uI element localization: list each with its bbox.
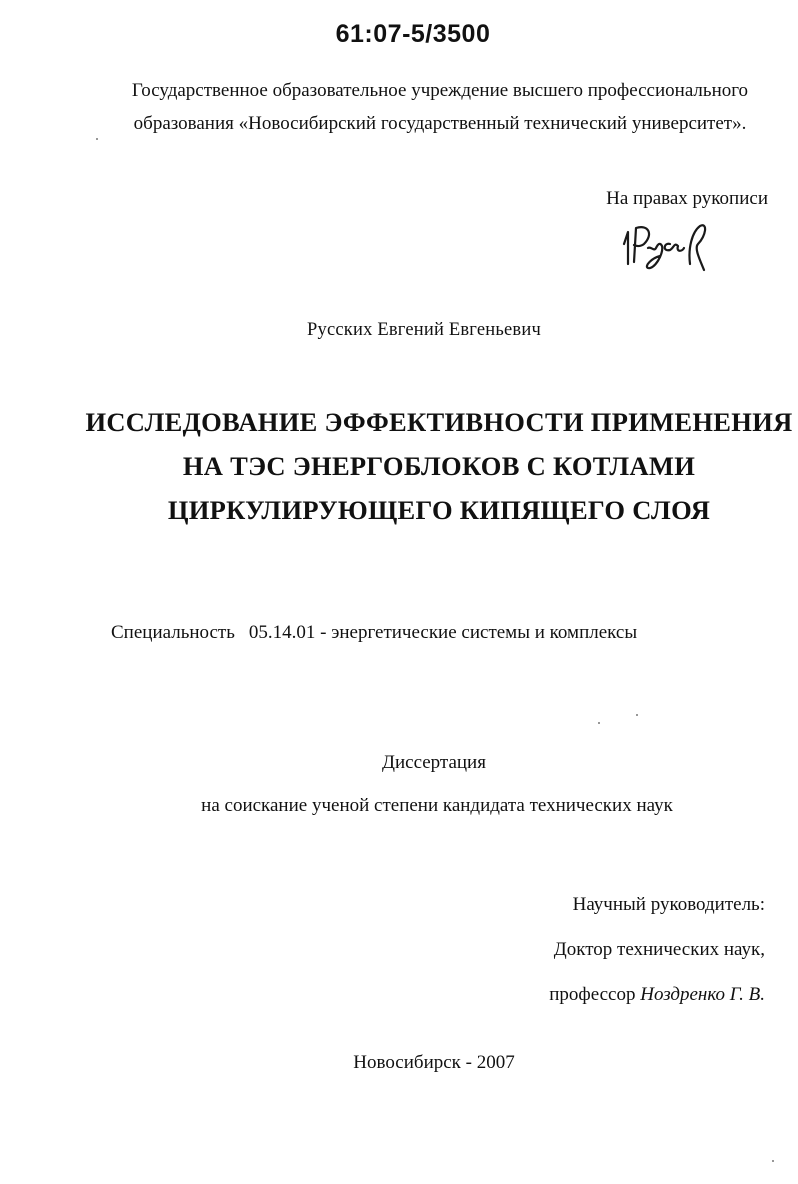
advisor-name: Ноздренко Г. В. — [640, 984, 765, 1005]
manuscript-rights-label: На правах рукописи — [606, 188, 768, 209]
title-line-3: ЦИРКУЛИРУЮЩЕГО КИПЯЩЕГО СЛОЯ — [167, 495, 711, 525]
scan-speck — [636, 714, 638, 716]
scan-speck — [96, 138, 98, 140]
title-line-2: НА ТЭС ЭНЕРГОБЛОКОВ С КОТЛАМИ — [182, 451, 696, 481]
advisor-label: Научный руководитель: — [572, 894, 765, 915]
institution-line-2: образования «Новосибирский государственный технический университет». — [133, 113, 747, 134]
document-type: Диссертация — [382, 752, 486, 773]
advisor-block — [549, 882, 765, 1017]
institution-line-1: Государственное образовательное учреждение высшего профессионального — [131, 80, 749, 101]
catalog-code: 61:07-5/3500 — [335, 20, 491, 48]
degree-sought: на соискание ученой степени кандидата технических наук — [201, 795, 673, 816]
specialty-label: Специальность — [111, 622, 235, 643]
scan-speck — [598, 722, 600, 724]
author-name: Русских Евгений Евгеньевич — [307, 320, 541, 340]
advisor-rank: профессор — [549, 984, 636, 1005]
city-year: Новосибирск - 2007 — [353, 1052, 515, 1073]
title-line-1: ИССЛЕДОВАНИЕ ЭФФЕКТИВНОСТИ ПРИМЕНЕНИЯ — [85, 407, 793, 437]
specialty-code: 05.14.01 — [248, 622, 316, 643]
advisor-rank-name — [549, 972, 765, 1017]
specialty-line — [111, 622, 637, 644]
signature-icon — [618, 218, 718, 280]
dissertation-title — [40, 400, 798, 532]
specialty-description: - энергетические системы и комплексы — [320, 622, 638, 643]
institution-name — [80, 74, 798, 140]
advisor-degree: Доктор технических наук, — [553, 939, 765, 960]
scan-speck — [772, 1160, 774, 1162]
